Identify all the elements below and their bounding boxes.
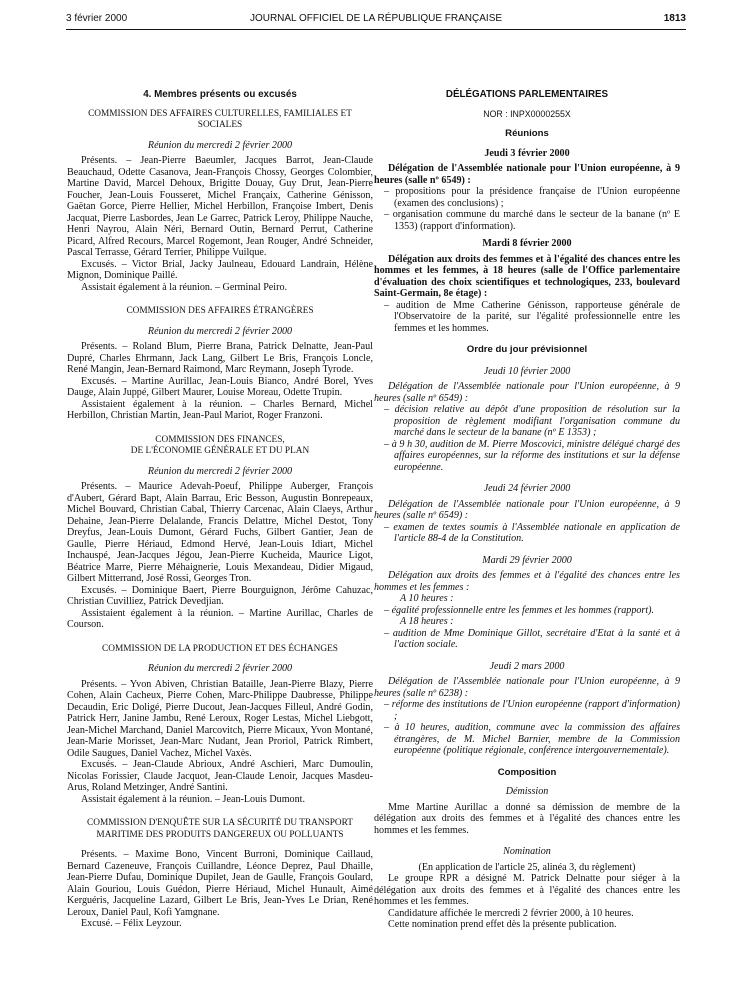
agenda-item: – réforme des institutions de l'Union européenne (rapport d'information) ; xyxy=(384,699,680,722)
agenda-item: – examen de textes soumis à l'Assemblée nationale en application de l'article 88-4 de la Constitution. xyxy=(384,521,680,544)
agenda-item: – organisation commune du marché dans le secteur de la banane (nº E 1353) (rapport d'information). xyxy=(384,209,680,232)
meeting-date: Mardi 29 février 2000 xyxy=(482,554,572,566)
commission-title-line2: DE L'ÉCONOMIE GÉNÉRALE ET DU PLAN xyxy=(130,446,310,456)
meeting-heading: Délégation de l'Assemblée nationale pour l'Union européenne, à 9 heures (salle nº 6238) : xyxy=(374,676,680,699)
agenda-item: – égalité professionnelle entre les femmes et les hommes (rapport). xyxy=(384,604,655,616)
presents-list: Présents. – Roland Blum, Pierre Brana, Patrick Delnatte, Jean-Paul Dupré, Charles Ehrmann, Jack Lang, Gilbert Le Bris, François Loncle, René Mangin, Jean-Bernard Raimond, Marc Reymann, Joseph Tyrode. xyxy=(67,341,373,375)
meeting-date: Jeudi 2 mars 2000 xyxy=(489,660,565,672)
demission-text: Mme Martine Aurillac a donné sa démission de membre de la délégation aux droits des femmes et à l'égalité des chances entre les hommes et les femmes. xyxy=(374,801,680,836)
candidature-text: Candidature affichée le mercredi 2 février 2000, à 10 heures. xyxy=(388,907,634,919)
assistait-list: Assistait également à la réunion. – Jean-Louis Dumont. xyxy=(81,793,305,805)
section-title-members: 4. Membres présents ou excusés xyxy=(143,89,297,100)
commission-title-line1: COMMISSION D'ENQUÊTE SUR LA SÉCURITÉ DU TRANSPORT xyxy=(87,818,353,828)
nomination-text: Le groupe RPR a désigné M. Patrick Delnatte pour siéger à la délégation aux droits des femmes et à l'égalité des chances entre les hommes et les femmes. xyxy=(374,873,680,907)
presents-list: Présents. – Yvon Abiven, Christian Bataille, Jean-Pierre Blazy, Pierre Cohen, Alain Cacheux, Pierre Cohen, Marc-Philippe Daubresse, Philippe Decaudin, Eric Doligé, Pierre Ducout, Jean-Jacques Filleul, André Godin, Patrick Herr, Janine Jambu, René Leroux, Roger Lestas, Michel Liebgott, Jean-Michel Marchand, Daniel Marcovitch, Pierre Micaux, Yvon Montané, Jean-Marie Morisset, Jean-Marc Nudant, Jean Proriol, Patrick Rimbert, Odile Saugues, Daniel Vachez, Michel Vaxès. xyxy=(67,678,373,759)
meeting-date: Jeudi 10 février 2000 xyxy=(483,365,571,377)
commission-title-line2: MARITIME DES PRODUITS DANGEREUX OU POLLUANTS xyxy=(96,829,344,840)
agenda-item: – décision relative au dépôt d'une proposition de résolution sur la proposition de règlement modifiant l'organisation commune du marché dans le secteur de la banane (nº E 1353) ; xyxy=(384,404,680,438)
page-number: 1813 xyxy=(663,13,686,24)
agenda-item: – à 10 heures, audition, commune avec la commission des affaires étrangères, de M. Michel Barnier, membre de la Commission européenne (politique régionale, conférence intergouvernementale). xyxy=(384,722,680,756)
excuse-list: Excusé. – Félix Leyzour. xyxy=(81,918,182,929)
right-column xyxy=(374,89,680,931)
reunion-date: Réunion du mercredi 2 février 2000 xyxy=(147,139,293,151)
ordre-du-jour-title: Ordre du jour prévisionnel xyxy=(466,344,588,355)
agenda-item: – audition de Mme Catherine Génisson, rapporteuse générale de l'Observatoire de la parité, sur l'égalité professionnelle entre les femmes et les hommes. xyxy=(384,299,680,334)
left-column xyxy=(67,89,373,930)
meeting-heading: Délégation de l'Assemblée nationale pour l'Union européenne, à 9 heures (salle nº 6549) : xyxy=(374,381,680,404)
agenda-time: A 10 heures : xyxy=(400,593,454,604)
reunion-date: Réunion du mercredi 2 février 2000 xyxy=(147,325,293,337)
meeting-heading: Délégation de l'Assemblée nationale pour l'Union européenne, à 9 heures (salle nº 6549) : xyxy=(374,163,680,186)
header-rule xyxy=(66,29,686,30)
meeting-date: Jeudi 3 février 2000 xyxy=(484,147,570,159)
composition-title: Composition xyxy=(497,766,557,778)
excuses-list: Excusés. – Martine Aurillac, Jean-Louis Bianco, André Borel, Yves Dauge, Alain Juppé, Gilbert Maurer, Louise Moreau, Odette Trupin. xyxy=(67,375,373,398)
reunion-date: Réunion du mercredi 2 février 2000 xyxy=(147,465,293,477)
page-header xyxy=(66,12,686,26)
reunion-date: Réunion du mercredi 2 février 2000 xyxy=(147,663,293,674)
excuses-list: Excusés. – Jean-Claude Abrioux, André Aschieri, Marc Dumoulin, Nicolas Forissier, Claude Jacquot, Jean-Claude Lenoir, Jacques Masdeu-Arus, Roland Metzinger, André Santini. xyxy=(67,759,373,793)
demission-title: Démission xyxy=(505,786,549,797)
nomination-title: Nomination xyxy=(503,846,551,857)
commission-title: COMMISSION DES AFFAIRES CULTURELLES, FAMILIALES ET SOCIALES xyxy=(88,108,352,130)
assistaient-list: Assistaient également à la réunion. – Charles Bernard, Michel Herbillon, Christian Martin, Jean-Paul Mariot, Roger Franzoni. xyxy=(67,398,373,421)
excuses-list: Excusés. – Dominique Baert, Pierre Bourguignon, Jérôme Cahuzac, Christian Cuvilliez, Patrick Devedjian. xyxy=(67,584,373,607)
section-title-delegations: DÉLÉGATIONS PARLEMENTAIRES xyxy=(445,89,609,100)
meeting-heading: Délégation aux droits des femmes et à l'égalité des chances entre les hommes et les femmes, à 18 heures (salle de l'Office parlementaire d'évaluation des choix scientifiques et technologiques, 233, boulevard Saint-Germain, 8e étage) : xyxy=(374,253,680,299)
commission-title-line1: COMMISSION DES FINANCES, xyxy=(155,434,285,445)
agenda-item: – à 9 h 30, audition de M. Pierre Moscovici, ministre délégué chargé des affaires européennes, sur la réforme des institutions et sur la défense européenne. xyxy=(384,438,680,473)
assistaient-list: Assistaient également à la réunion. – Martine Aurillac, Charles de Courson. xyxy=(67,607,373,630)
commission-title: COMMISSION DES AFFAIRES ÉTRANGÈRES xyxy=(126,306,314,316)
header-title: JOURNAL OFFICIEL DE LA RÉPUBLIQUE FRANÇAISE xyxy=(249,13,503,24)
meeting-heading: Délégation de l'Assemblée nationale pour l'Union européenne, à 9 heures (salle nº 6549) : xyxy=(374,498,680,521)
nor-reference: NOR : INPX0000255X xyxy=(483,108,571,119)
header-date: 3 février 2000 xyxy=(66,13,128,24)
presents-list: Présents. – Jean-Pierre Baeumler, Jacques Barrot, Jean-Claude Beauchaud, Odette Casanova, Jean-François Chossy, Georges Colombier, Martine David, Marcel Dehoux, Brigitte Douay, Guy Drut, Jean-Pierre Foucher, Jean-Louis Fousseret, Michel Françaix, Catherine Génisson, Gaëtan Gorce, Pierre Hellier, Michel Herbillon, Françoise Imbert, Denis Jacquat, Pierre Lasbordes, Jean Le Garrec, Patrick Leroy, Philippe Nauche, Henri Nayrou, Alain Néri, Bernard Outin, Bernard Perrut, Catherine Picard, Alfred Recours, Marcel Rogemont, Jean Rouger, André Schneider, Pascal Terrasse, Gérard Terrier, Philippe Vuilque. xyxy=(67,155,373,258)
commission-title xyxy=(67,435,373,458)
agenda-time: A 18 heures : xyxy=(400,616,454,627)
presents-list: Présents. – Maurice Adevah-Poeuf, Philippe Auberger, François d'Aubert, Gérard Bapt, Alain Barrau, Eric Besson, Augustin Bonrepeaux, Michel Bouvard, Christian Cabal, Thierry Carcenac, Alain Claeys, Arthur Dehaine, Jean-Pierre Delalande, Francis Delattre, Michel Destot, Tony Dreyfus, Jean-Louis Dumont, Gérard Fuchs, Gilbert Gantier, Jean de Gaulle, Pierre Hériaud, Edmond Hervé, Jean-Louis Idiart, Michel Inchauspé, Jean-Jacques Jégou, Jean-Pierre Kucheida, Maurice Ligot, Béatrice Marre, Pierre Méhaignerie, Louis Mexandeau, Didier Migaud, Gilbert Mitterrand, José Rossi, Georges Tron. xyxy=(67,481,373,584)
excuses-list: Excusés. – Victor Brial, Jacky Jaulneau, Edouard Landrain, Hélène Mignon, Dominique Paillé. xyxy=(67,258,373,281)
commission-title: COMMISSION DE LA PRODUCTION ET DES ÉCHANGES xyxy=(102,643,338,654)
nomination-reference: (En application de l'article 25, alinéa 3, du règlement) xyxy=(418,861,636,873)
commission-title xyxy=(67,818,373,841)
reunions-title: Réunions xyxy=(505,128,549,139)
presents-list: Présents. – Maxime Bono, Vincent Burroni, Dominique Caillaud, Bernard Cazeneuve, François Cuillandre, Léonce Deprez, Paul Dhaille, Jean-Pierre Dufau, Dominique Dupilet, Jean de Gaulle, François Goulard, Alain Gouriou, Louis Guédon, Pierre Hériaud, Michel Hunault, Aimé Kerguéris, Jacqueline Lazard, Gilbert Le Bris, Jean-Yves Le Drian, René Leroux, Daniel Paul, Kofi Yamgnane. xyxy=(67,849,373,918)
meeting-heading: Délégation aux droits des femmes et à l'égalité des chances entre les hommes et les femmes : xyxy=(374,570,680,593)
agenda-item: – audition de Mme Dominique Gillot, secrétaire d'Etat à la santé et à l'action sociale. xyxy=(384,627,680,650)
effet-text: Cette nomination prend effet dès la présente publication. xyxy=(388,919,617,930)
meeting-date: Jeudi 24 février 2000 xyxy=(483,483,571,494)
meeting-date: Mardi 8 février 2000 xyxy=(482,238,572,249)
assistait-list: Assistait également à la réunion. – Germinal Peiro. xyxy=(81,281,288,293)
agenda-item: – propositions pour la présidence française de l'Union européenne (examen des conclusions) ; xyxy=(384,186,680,209)
